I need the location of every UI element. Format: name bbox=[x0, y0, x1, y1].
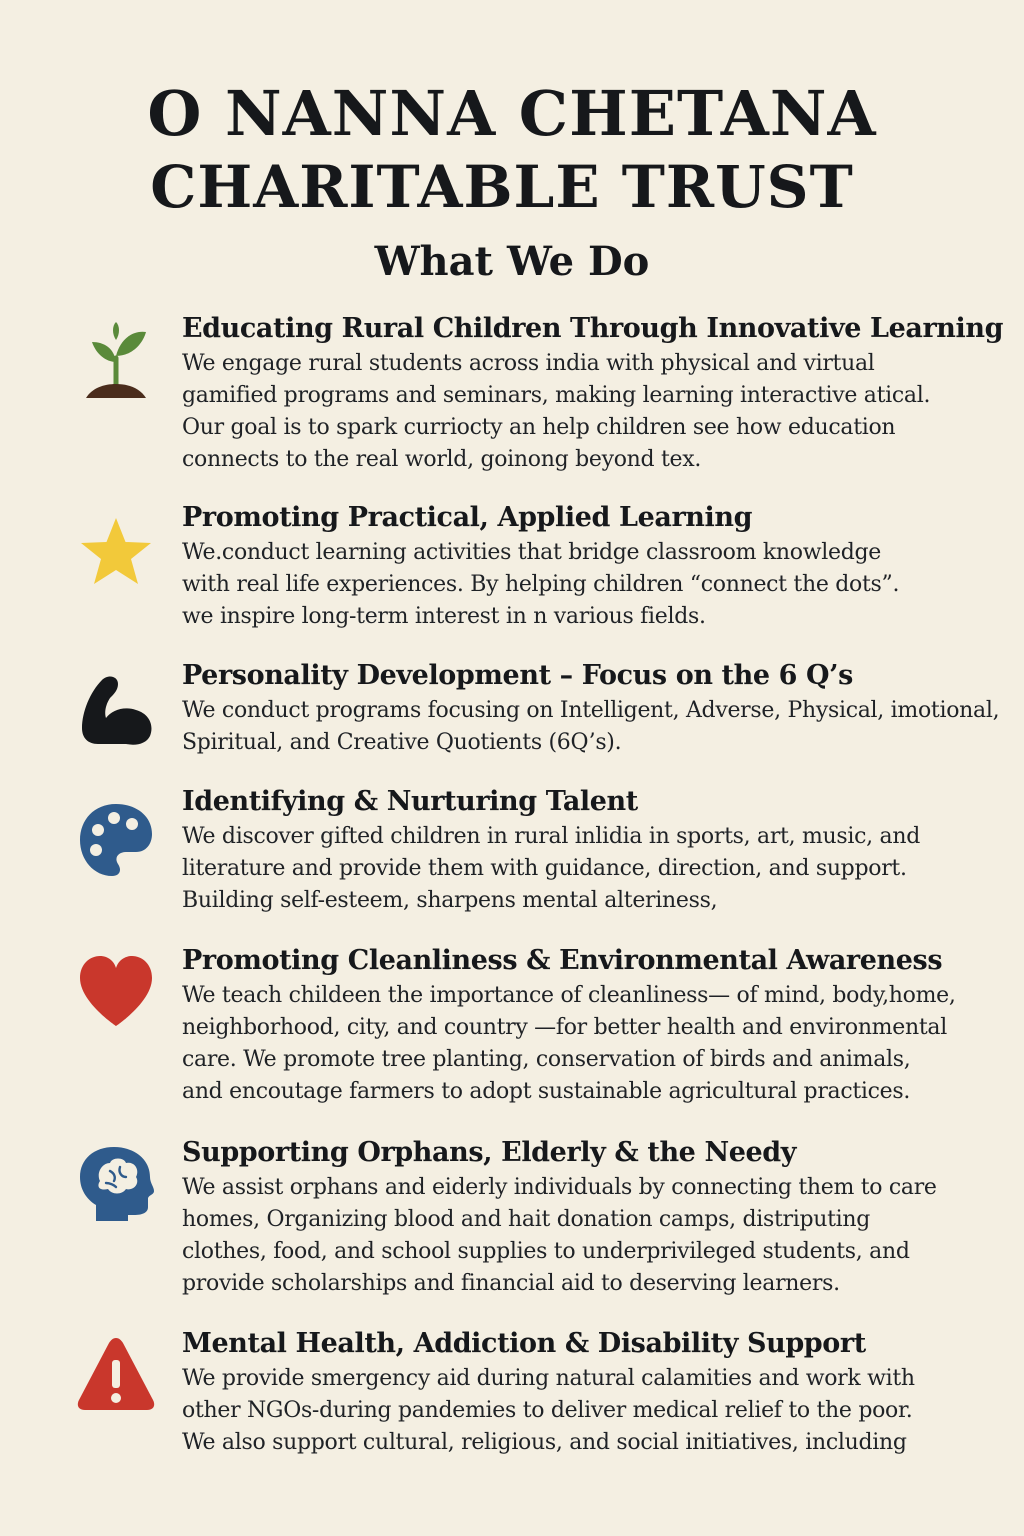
brain-head-icon bbox=[76, 1143, 156, 1223]
section-body: We conduct programs focusing on Intelligent, Adverse, Physical, imotional, Spiritual, and Creative Quotients (6Q’s). bbox=[182, 698, 1000, 755]
section-heading: Personality Development – Focus on the 6 Q’s bbox=[182, 660, 853, 691]
section-body: We engage rural students across india with physical and virtual gamified programs and seminars, making learning interactive atical. Our goal is to spark curriocty an help children see how education connects to the real world, goinong beyond tex. bbox=[182, 351, 931, 472]
paint-palette-icon bbox=[76, 800, 156, 880]
section-educating-rural-children bbox=[182, 312, 1002, 476]
sprout-icon bbox=[76, 318, 156, 398]
section-body: We teach childeen the importance of cleanliness— of mind, body,home, neighborhood, city, and country —for better health and environmental care. We promote tree planting, conservation of birds and animals, and encoutage farmers to adopt sustainable agricultural practices. bbox=[182, 983, 956, 1104]
section-practical-learning bbox=[182, 501, 1002, 633]
section-cleanliness-environment bbox=[182, 944, 1002, 1108]
section-heading: Supporting Orphans, Elderly & the Needy bbox=[182, 1137, 797, 1168]
section-heading: Identifying & Nurturing Talent bbox=[182, 786, 638, 817]
page-title-line-2: CHARITABLE TRUST bbox=[150, 153, 854, 221]
section-supporting-orphans-elderly bbox=[182, 1136, 1002, 1300]
section-nurturing-talent bbox=[182, 785, 1002, 917]
flexed-arm-icon bbox=[76, 668, 156, 748]
section-body: We provide smergency aid during natural calamities and work with other NGOs-during pandemies to deliver medical relief to the poor. We also support cultural, religious, and social initiatives, including bbox=[182, 1366, 915, 1455]
star-icon bbox=[76, 512, 156, 592]
section-body: We.conduct learning activities that bridge classroom knowledge with real life experiences. By helping children “connect the dots”. we inspire long-term interest in n various fields. bbox=[182, 540, 900, 629]
section-personality-development bbox=[182, 659, 1002, 759]
section-heading: Promoting Cleanliness & Environmental Awareness bbox=[182, 945, 943, 976]
section-mental-health-support bbox=[182, 1327, 1002, 1459]
section-body: We assist orphans and eiderly individuals by connecting them to care homes, Organizing blood and hait donation camps, distriputing clothes, food, and school supplies to underprivileged students, and provide scholarships and financial aid to deserving learners. bbox=[182, 1175, 937, 1296]
page-title-line-1: O NANNA CHETANA bbox=[147, 77, 877, 150]
section-heading: Educating Rural Children Through Innovative Learning bbox=[182, 313, 1004, 344]
section-heading: Promoting Practical, Applied Learning bbox=[182, 502, 753, 533]
section-heading: Mental Health, Addiction & Disability Support bbox=[182, 1328, 866, 1359]
heart-icon bbox=[76, 952, 156, 1032]
page-subtitle: What We Do bbox=[374, 238, 650, 285]
warning-triangle-icon bbox=[76, 1334, 156, 1414]
section-body: We discover gifted children in rural inlidia in sports, art, music, and literature and provide them with guidance, direction, and support. Building self-esteem, sharpens mental alteriness, bbox=[182, 824, 921, 913]
